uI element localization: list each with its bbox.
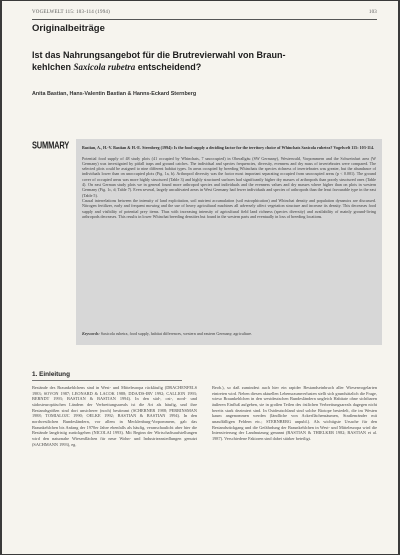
summary-paragraph-1: Potential food supply of 48 study plots (41 occupied by Whinchats, 7 unoccupied) in Oberallgäu (SW Germany), Westerwald, Vorpommern and the Schweinfurt area (W Germany) was investigated by pitfall traps and ground catches. The individual and species frequencies, diversity, evenness and dry mass of invertebrates were compared. The selected plots could be assigned to nine different habitat types. In areas occupied by breeding Whinchats the species richness of invertebrates was greater, but the abundance of individuals lower than on unoccupied plots (Fig. 1a, b). Arthropod diversity was the factor most important separating occupied from unoccupied areas (p < 0.001). The ground cover of occupied areas was more highly structured (Table 3) and highly structured surfaces had significantly higher dry masses of arthropods than poorly structured ones (Table 4). On east German study plots we in general found more arthropod species and individuals and the evenness values and dry masses where higher than on plots in western Germany (Fig. 1c, d; Table 7). Even several, largely uncultivated areas in West Germany had fewer individuals and species of arthropods than the least favourable type in the east (Table 5).: [82, 155, 376, 198]
article-title: [32, 49, 377, 73]
title-line-1: Ist das Nahrungsangebot für die Brutrevierwahl von Braun-: [32, 50, 286, 60]
paper-page: [2, 1, 398, 554]
introduction-heading: 1. Einleitung: [32, 371, 70, 378]
summary-citation: Bastian, A., H.-V. Bastian & H.-E. Sternberg (1994): Is the food supply a deciding factor for the territory choice of Whinchats Saxicola rubetra? Vogelwelt 115: 103-114.: [82, 145, 375, 150]
author-list: Anita Bastian, Hans-Valentin Bastian & Hanns-Eckard Sternberg: [32, 91, 197, 97]
summary-text: [82, 145, 376, 219]
title-species: Saxicola rubetra: [73, 62, 136, 72]
keywords: [82, 331, 376, 336]
title-line-2-end: entscheidend?: [135, 62, 202, 72]
summary-label: SUMMARY: [32, 139, 70, 152]
title-line-2-start: kehlchen: [32, 62, 74, 72]
keywords-label: Keywords:: [82, 331, 100, 336]
summary-box: [76, 139, 382, 345]
journal-citation: VOGELWELT 115: 103-114 (1994): [32, 10, 110, 15]
heading-rule: [32, 380, 182, 381]
running-header: [32, 9, 377, 20]
summary-paragraph-2: Causal interrelations between the intensity of land exploitation, soil nutrient accumulation (soil eutrophication) and Whinchat density and population dynamics are discussed. Nitrogen fertilizer, early and frequent mowing and the use of heavy agricultural machines all adversely affect vegetation structure and increase its density. This decreases food supply and visibility of potential prey items. Thus with increasing intensity of agricultural field land richness (species diversity) and availability of mainly ground-living arthropods decreases. This results in lower Whinchat breeding densities but found in the western parts and eventually in loss of breeding locations.: [82, 197, 376, 219]
body-column-right: Beob.), so daß zumindest auch hier ein rapider Bestandseinbruch aller Wiesenvogelarten eintreten wird. Neben diesen aktuellen Lebensraumverlusten stellt sich grundsätzlich die Frage, wieso Braunkehlchen in den westdeutschen Bundesländern ungleich Habitate ohne sichtbaren äußeren Einfluß aufgeben, sie in großen Teilen des östlichen Verbreitungsareals dagegen nicht bereits stark dezimiert sind. In Ostdeutschland sind solche Biotope besiedelt, die im Westen kaum angenommen werden (ländliche von Ackerflächensäumen, Straßenränder mit unauffälligen Feldern etc.; STERNBERG unpubl.). Als wichtigste Ursache für den Bestandsrückgang und die Gefährdung der Braunkehlchen in West- und Mitteleuropa wird die Intensivierung der Landnutzung genannt (BASTIAN & THIELKER 1982; BASTIAN et al. 1987). Verschiedene Faktoren sind dabei stärker beteiligt.: [212, 385, 377, 441]
page-number: 103: [368, 10, 377, 15]
body-column-left: Bestände des Braunkehlchens sind in West- und Mitteleuropa rückläufig (DRACHENFELS 1983; SOVON 1987; LEONARD & LACOK 1988; DDA/DS-IRV 1992; CALLION 1993; BERNDT 1993; BASTIAN & BASTIAN 1994). In den süd-, ost-, nord- und südosteuropäischen Ländern der Verbreitungsareals ist die Art als häufig, und ihre Bestandsgrößen sind dort unsicherer (noch) bestimmt (SCHERNER 1988; PERRINSMAN 1988; TOMIALOJC 1990; OELKE 1992; BASTIAN & BASTIAN 1994). In den nordwestlichen Bundesländern, vor allem in Mecklenburg-Vorpommern, gab das Braunkehlchen bis Anfang der 1970er Jahre ebenfalls als häufig, veranschaulicht aber hier die Bestände langfristig zurückgehen (NICOLAI 1993). Mit Beginn der Wirtschaftsaufstellungen wird den naturnahe Wiesenflächen für neue Wohn- und Industrieansiedlungen genutzt (SACHMANN 1993), eg.: [32, 385, 197, 447]
keywords-text: Saxicola rubetra, food supply, habitat differences, western and eastern Germany, agriculture.: [99, 331, 253, 336]
section-label: Originalbeiträge: [32, 23, 105, 34]
